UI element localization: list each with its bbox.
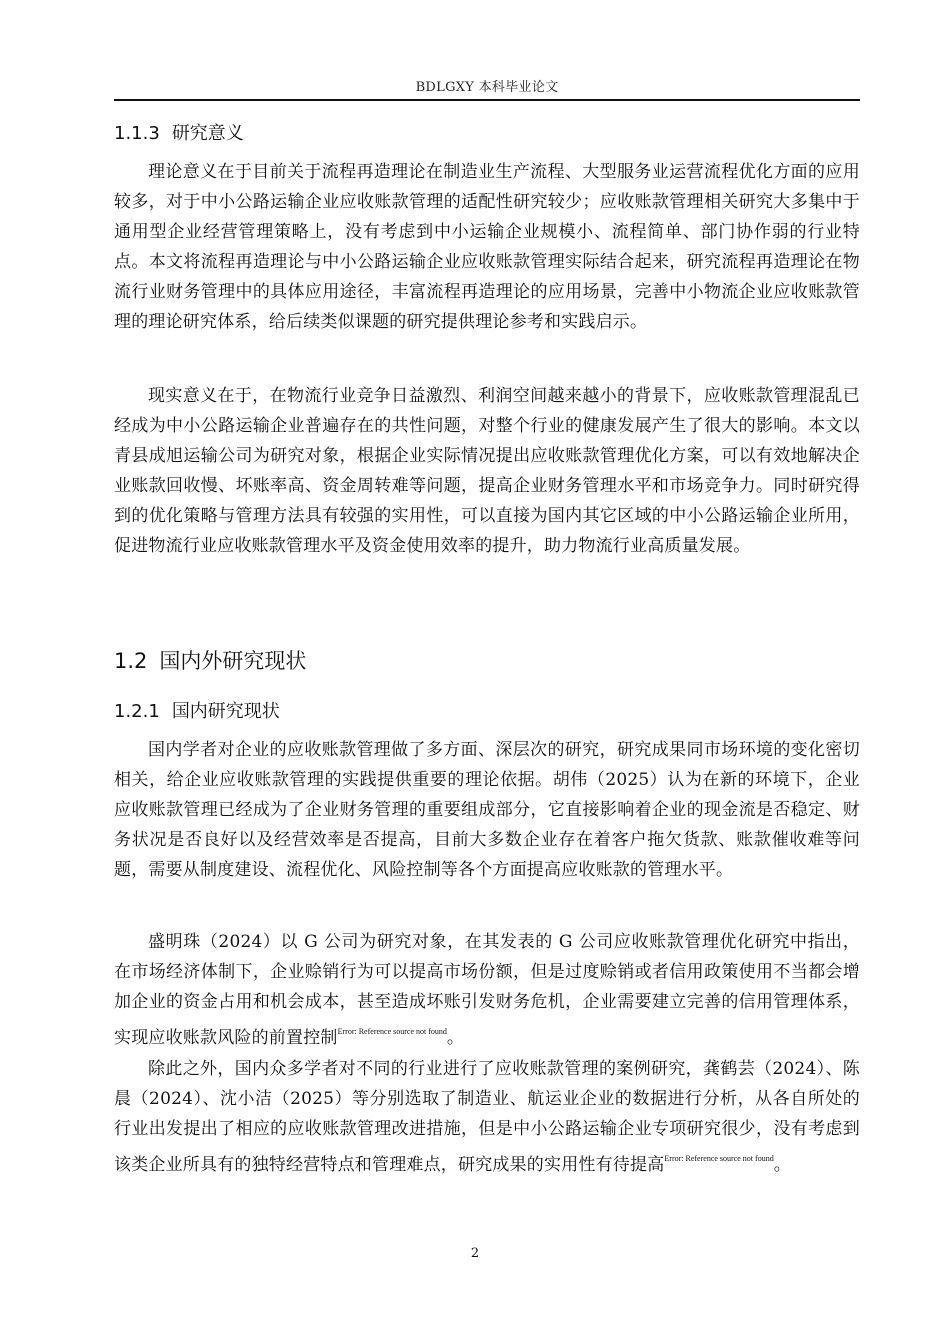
reference-error-marker: Error: Reference source not found: [337, 1027, 447, 1036]
paragraph-practical-significance: 现实意义在于，在物流行业竞争日益激烈、利润空间越来越小的背景下，应收账款管理混乱已经成为中小公路运输企业普遍存在的共性问题，对整个行业的健康发展产生了很大的影响。本文以青县成旭运输公司为研究对象，根据企业实际情况提出应收账款管理优化方案，可以有效地解决企业账款回收慢、坏账率高、资金周转难等问题，提高企业财务管理水平和市场竞争力。同时研究得到的优化策略与管理方法具有较强的实用性，可以直接为国内其它区域的中小公路运输企业所用，促进物流行业应收账款管理水平及资金使用效率的提升，助力物流行业高质量发展。: [114, 386, 860, 556]
paragraph-theoretical-significance: 理论意义在于目前关于流程再造理论在制造业生产流程、大型服务业运营流程优化方面的应用较多，对于中小公路运输企业应收账款管理的适配性研究较少；应收账款管理相关研究大多集中于通用型企业经营管理策略上，没有考虑到中小运输企业规模小、流程简单、部门协作弱的行业特点。本文将流程再造理论与中小公路运输企业应收账款管理实际结合起来，研究流程再造理论在物流行业财务管理中的具体应用途径，丰富流程再造理论的应用场景，完善中小物流企业应收账款管理的理论研究体系，给后续类似课题的研究提供理论参考和实践启示。: [114, 162, 860, 332]
header-rule: [114, 99, 860, 101]
heading-number: 1.2: [114, 649, 148, 673]
heading-1-1-3: [114, 119, 244, 145]
paragraph-text: 除此之外，国内众多学者对不同的行业进行了应收账款管理的案例研究，龚鹤芸（2024）、陈晨（2024）、沈小洁（2025）等分别选取了制造业、航运业企业的数据进行分析，从各自所处的行业出发提出了相应的应收账款管理改进措施，但是中小公路运输企业专项研究很少，没有考虑到该类企业所具有的独特经营特点和管理难点，研究成果的实用性有待提高: [114, 1059, 860, 1175]
reference-error-marker: Error: Reference source not found: [664, 1154, 774, 1163]
paragraph-text: 盛明珠（2024）以 G 公司为研究对象，在其发表的 G 公司应收账款管理优化研究中指出，在市场经济体制下，企业赊销行为可以提高市场份额，但是过度赊销或者信用政策使用不当都会增加企业的资金占用和机会成本，甚至造成坏账引发财务危机，企业需要建立完善的信用管理体系，实现应收账款风险的前置控制: [114, 932, 860, 1048]
heading-title: 国内外研究现状: [159, 649, 307, 673]
paragraph-domestic-research-2: [114, 927, 860, 1053]
heading-1-2: [114, 645, 306, 675]
heading-number: 1.2.1: [114, 701, 160, 722]
page-number: 2: [470, 1246, 480, 1261]
running-header: BDLGXY 本科毕业论文: [415, 80, 559, 95]
paragraph-end: 。: [773, 1155, 791, 1175]
heading-title: 研究意义: [171, 123, 244, 144]
paragraph-domestic-research-3: [114, 1054, 860, 1180]
heading-number: 1.1.3: [114, 123, 160, 144]
paragraph-end: 。: [446, 1028, 465, 1048]
paragraph-domestic-research-1: 国内学者对企业的应收账款管理做了多方面、深层次的研究，研究成果同市场环境的变化密切相关，给企业应收账款管理的实践提供重要的理论依据。胡伟（2025）认为在新的环境下，企业应收账款管理已经成为了企业财务管理的重要组成部分，它直接影响着企业的现金流是否稳定、财务状况是否良好以及经营效率是否提高，目前大多数企业存在着客户拖欠货款、账款催收难等问题，需要从制度建设、流程优化、风险控制等各个方面提高应收账款的管理水平。: [114, 740, 860, 880]
heading-title: 国内研究现状: [171, 701, 280, 722]
heading-1-2-1: [114, 697, 280, 723]
